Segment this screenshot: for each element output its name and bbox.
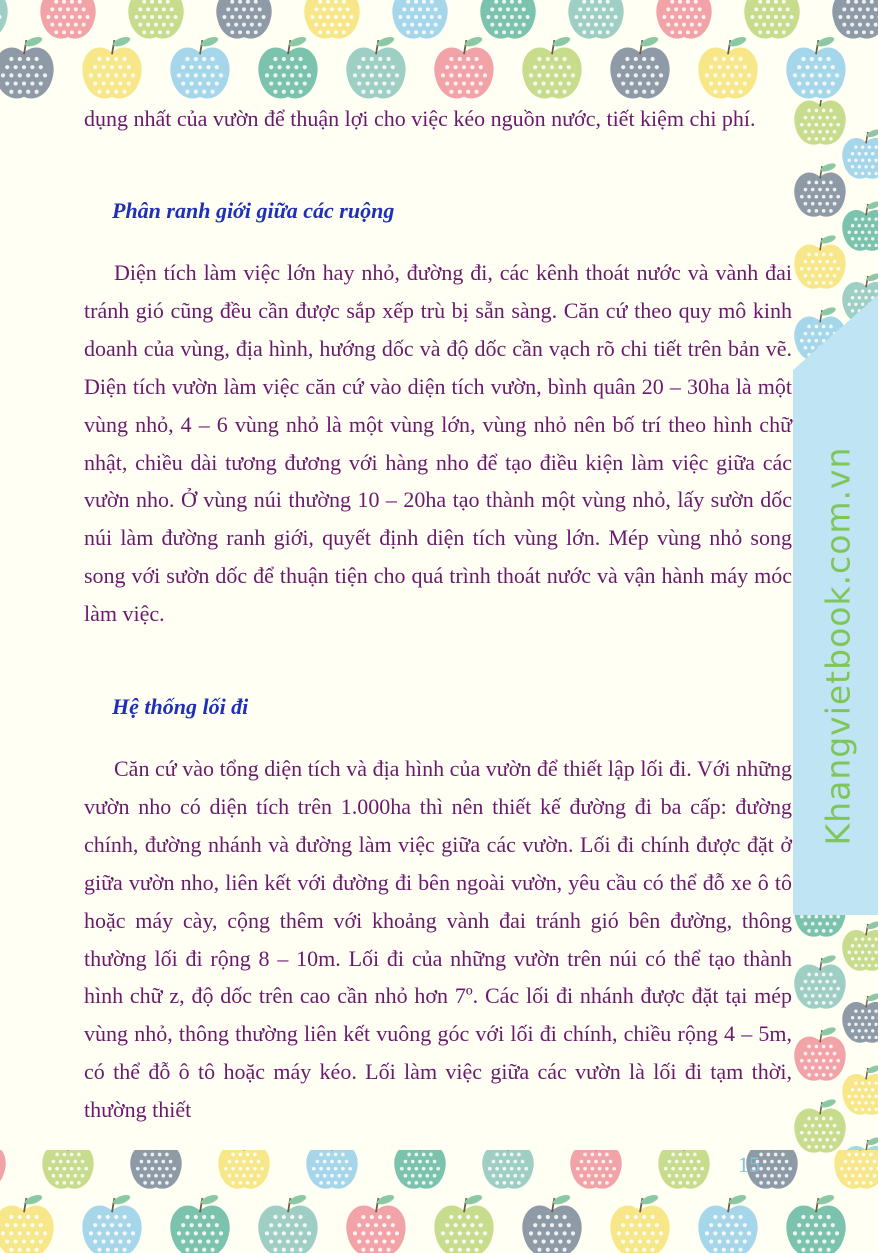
section-body-path-system: Căn cứ vào tổng diện tích và địa hình của vườn để thiết lập lối đi. Với những vườn nho có diện tích trên 1.000ha thì nên thiết kế đường đi ba cấp: đường chính, đường nhánh và đường làm việc giữa các vườn. Lối đi chính được đặt ở giữa vườn nho, liên kết với đường đi bên ngoài vườn, yêu cầu có thể đỗ xe ô tô hoặc máy cày, cộng thêm với khoảng vành đai tránh gió bên đường, thông thường lối đi rộng 8 – 10m. Lối đi của những vườn trên núi có thể tạo thành hình chữ z, độ dốc trên cao cần nhỏ hơn 7º. Các lối đi nhánh được đặt tại mép vùng nhỏ, thông thường liên kết vuông góc với lối đi chính, chiều rộng 4 – 5m, có thể đỗ ô tô hoặc máy kéo. Lối làm việc giữa các vườn là lối đi tạm thời, thường thiết xyxy=(84,756,792,1123)
page-number: 15 xyxy=(738,1152,760,1177)
section-body-field-boundaries: Diện tích làm việc lớn hay nhỏ, đường đi, các kênh thoát nước và vành đai tránh gió cũng đều cần được sắp xếp trù bị sẵn sàng. Căn cứ theo quy mô kinh doanh của vùng, địa hình, hướng dốc và độ dốc cần vạch rõ chi tiết trên bản vẽ. Diện tích vườn làm việc căn cứ vào diện tích vườn, bình quân 20 – 30ha là một vùng nhỏ, 4 – 6 vùng nhỏ là một vùng lớn, vùng nhỏ nên bố trí theo hình chữ nhật, chiều dài tương đương với hàng nho để tạo điều kiện làm việc giữa các vườn nho. Ở vùng núi thường 10 – 20ha tạo thành một vùng nhỏ, lấy sườn dốc núi làm đường ranh giới, quyết định diện tích vùng lớn. Mép vùng nhỏ song song với sườn dốc để thuận tiện cho quá trình thoát nước và vận hành máy móc làm việc. xyxy=(84,260,792,627)
site-watermark-label: Khangvietbook.com.vn xyxy=(818,446,858,846)
section-heading-path-system: Hệ thống lối đi xyxy=(112,694,249,719)
continuation-paragraph: dụng nhất của vườn để thuận lợi cho việc kéo nguồn nước, tiết kiệm chi phí. xyxy=(84,106,756,131)
section-heading-field-boundaries: Phân ranh giới giữa các ruộng xyxy=(112,198,395,223)
